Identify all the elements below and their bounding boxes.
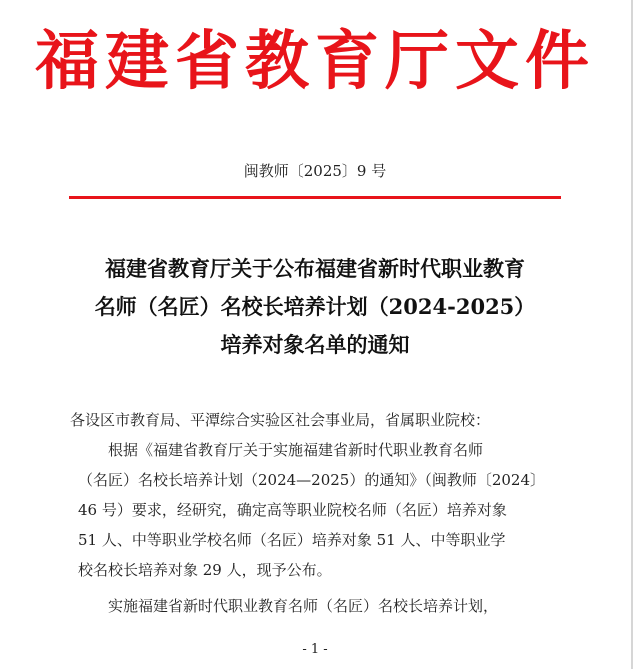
notice-title-line: 名师（名匠）名校长培养计划（2024-2025） — [94, 294, 536, 319]
body-line: 根据《福建省教育厅关于实施福建省新时代职业教育名师 — [108, 441, 484, 459]
body-line: （名匠）名校长培养计划（2024—2025）的通知》（闽教师〔2024〕 — [78, 471, 546, 489]
body-line: 51 人、中等职业学校名师（名匠）培养对象 51 人、中等职业学 — [78, 531, 506, 549]
red-separator-line — [69, 196, 561, 199]
page-number: - 1 - — [302, 642, 328, 657]
document-number: 闽教师〔2025〕9 号 — [243, 162, 387, 180]
body-line: 实施福建省新时代职业教育名师（名匠）名校长培养计划， — [108, 597, 499, 615]
body-line: 校名校长培养对象 29 人，现予公布。 — [78, 561, 332, 579]
document-body — [70, 405, 548, 621]
notice-title — [0, 250, 630, 364]
body-line: 46 号）要求，经研究，确定高等职业院校名师（名匠）培养对象 — [78, 501, 507, 519]
page-edge-border — [631, 0, 633, 669]
document-header-title: 福建省教育厅文件 — [35, 24, 595, 99]
notice-title-line: 福建省教育厅关于公布福建省新时代职业教育 — [105, 256, 525, 281]
notice-title-line: 培养对象名单的通知 — [220, 332, 410, 357]
addressee-line: 各设区市教育局、平潭综合实验区社会事业局，省属职业院校： — [70, 411, 491, 429]
